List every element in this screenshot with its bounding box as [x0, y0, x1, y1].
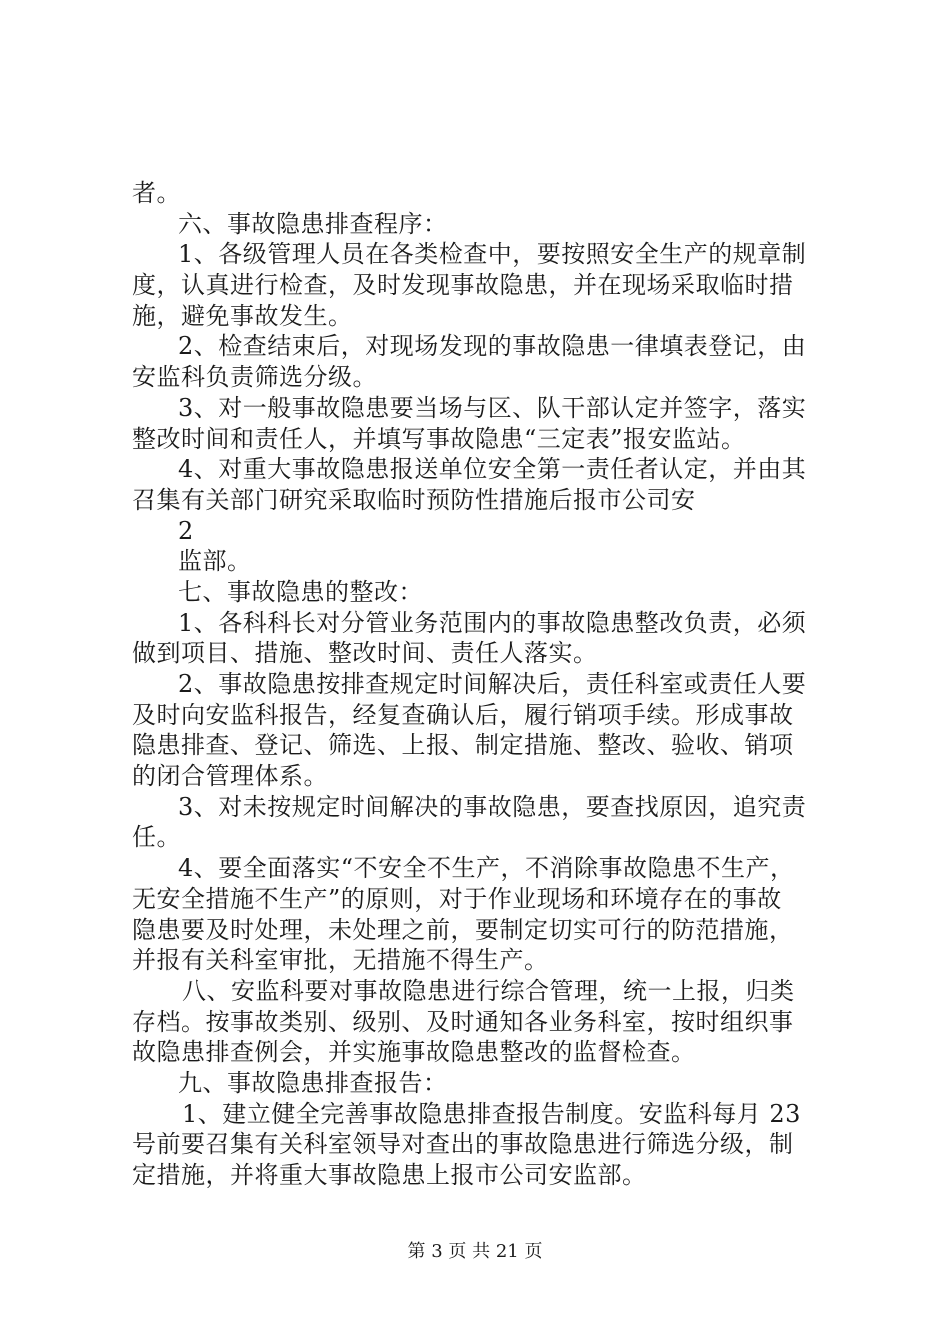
section-heading: 六、事故隐患排查程序： — [178, 210, 448, 238]
text-line: 隐患排查、登记、筛选、上报、制定措施、整改、验收、销项 — [132, 731, 794, 759]
text-line: 召集有关部门研究采取临时预防性措施后报市公司安 — [132, 486, 696, 514]
text-line: 监部。 — [178, 547, 252, 575]
text-line: 并报有关科室审批，无措施不得生产。 — [132, 946, 549, 974]
text-line: 定措施，并将重大事故隐患上报市公司安监部。 — [132, 1161, 647, 1189]
text-line: 度，认真进行检查，及时发现事故隐患，并在现场采取临时措 — [132, 271, 794, 299]
text-line: 者。 — [132, 179, 181, 207]
text-line: 的闭合管理体系。 — [132, 762, 328, 790]
text-line: 存档。按事故类别、级别、及时通知各业务科室，按时组织事 — [132, 1008, 794, 1036]
text-line: 3、对未按规定时间解决的事故隐患，要查找原因，追究责 — [178, 793, 807, 821]
text-line: 安监科负责筛选分级。 — [132, 363, 377, 391]
text-line: 1、建立健全完善事故隐患排查报告制度。安监科每月 23 — [182, 1100, 801, 1128]
text-line: 号前要召集有关科室领导对查出的事故隐患进行筛选分级，制 — [132, 1130, 794, 1158]
text-line: 无安全措施不生产”的原则，对于作业现场和环境存在的事故 — [132, 885, 782, 913]
text-line: 隐患要及时处理，未处理之前，要制定切实可行的防范措施， — [132, 916, 794, 944]
text-line: 及时向安监科报告，经复查确认后，履行销项手续。形成事故 — [132, 701, 794, 729]
text-line: 故隐患排查例会，并实施事故隐患整改的监督检查。 — [132, 1038, 696, 1066]
text-line: 2、检查结束后，对现场发现的事故隐患一律填表登记，由 — [178, 332, 807, 360]
text-line: 1、各级管理人员在各类检查中，要按照安全生产的规章制 — [178, 240, 807, 268]
page-number-inline: 2 — [178, 517, 194, 545]
text-line: 4、对重大事故隐患报送单位安全第一责任者认定，并由其 — [178, 455, 807, 483]
text-line: 做到项目、措施、整改时间、责任人落实。 — [132, 639, 598, 667]
page-footer: 第 3 页 共 21 页 — [407, 1241, 543, 1262]
text-line: 施，避免事故发生。 — [132, 302, 353, 330]
text-line: 4、要全面落实“不安全不生产，不消除事故隐患不生产， — [178, 854, 795, 882]
section-heading: 八、安监科要对事故隐患进行综合管理，统一上报，归类 — [182, 977, 795, 1005]
text-line: 任。 — [132, 823, 181, 851]
text-line: 2、事故隐患按排查规定时间解决后，责任科室或责任人要 — [178, 670, 807, 698]
text-line: 3、对一般事故隐患要当场与区、队干部认定并签字，落实 — [178, 394, 807, 422]
text-line: 整改时间和责任人，并填写事故隐患“三定表”报安监站。 — [132, 425, 746, 453]
section-heading: 七、事故隐患的整改： — [178, 578, 423, 606]
section-heading: 九、事故隐患排查报告： — [178, 1069, 448, 1097]
text-line: 1、各科科长对分管业务范围内的事故隐患整改负责，必须 — [178, 609, 807, 637]
